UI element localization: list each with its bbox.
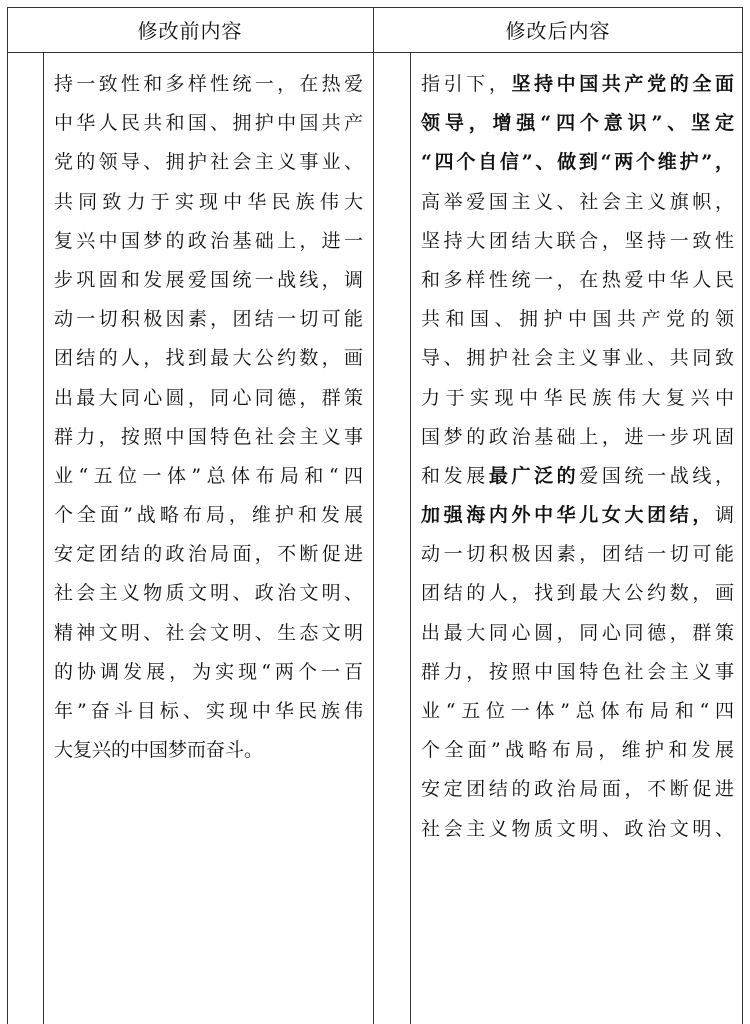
text-line: 共同致力于实现中华民族伟大 [54,190,363,213]
text-line: “四个自信”、做到“两个维护”， [421,151,734,174]
text-line: 指引下，坚持中国共产党的全面 [421,73,734,95]
text-line: 团结的人，找到最大公约数，画 [54,347,363,370]
text-line: 国梦的政治基础上，进一步巩固 [421,425,734,448]
text-line: 动一切积极因素，团结一切可能 [421,543,734,566]
text-line: 精神文明、社会文明、生态文明 [54,621,363,644]
text-line: 党的领导、拥护社会主义事业、 [54,151,363,174]
text-line: 导、拥护社会主义事业、共同致 [421,347,734,370]
text-line: 领导，增强“四个意识”、坚定 [421,112,734,135]
text-line: 和多样性统一，在热爱中华人民 [421,268,734,291]
comparison-table [7,7,743,1024]
text-line: 坚持大团结大联合，坚持一致性 [421,229,734,252]
text-line: 加强海内外中华儿女大团结，调 [421,504,734,527]
bold-added-text: 最广泛的 [488,464,580,487]
text-line: 社会主义物质文明、政治文明、 [54,582,363,605]
text-line: 群力，按照中国特色社会主义事 [421,660,734,683]
column-divider [373,7,374,1024]
text-line: 群力，按照中国特色社会主义事 [54,425,363,448]
text-line: 出最大同心圆，同心同德，群策 [54,386,363,409]
text-line: 社会主义物质文明、政治文明、 [421,817,734,840]
text-line: 业“五位一体”总体布局和“四 [421,700,734,722]
text-line: 和发展最广泛的爱国统一战线， [421,464,734,487]
right-margin-line [410,52,411,1024]
before-text [54,65,363,770]
text-line: 共和国、拥护中国共产党的领 [421,308,734,331]
bold-added-text: 加强海内外中华儿女大团结， [421,504,715,527]
text-line: 高举爱国主义、社会主义旗帜， [421,190,734,213]
header-divider [7,52,743,53]
bold-added-text: 坚持中国共产党的全面 [511,73,734,95]
left-margin-line [43,52,44,1024]
text-line: 持一致性和多样性统一，在热爱 [54,73,363,95]
text-line: 出最大同心圆，同心同德，群策 [421,621,734,644]
header-before: 修改前内容 [137,19,243,43]
text-line: 复兴中国梦的政治基础上，进一 [54,229,363,252]
text-line: 步巩固和发展爱国统一战线，调 [54,268,363,291]
text-line: 个全面”战略布局，维护和发展 [54,504,363,527]
text-line: 大复兴的中国梦而奋斗。 [54,739,264,762]
text-line: 中华人民共和国、拥护中国共产 [54,112,363,135]
text-line: 年”奋斗目标、实现中华民族伟 [54,700,363,722]
text-line: 动一切积极因素，团结一切可能 [54,308,363,331]
text-line: 业“五位一体”总体布局和“四 [54,464,363,487]
table-left-border [7,7,8,1024]
after-text [421,65,734,849]
text-line: 的协调发展，为实现“两个一百 [54,660,363,683]
header-after: 修改后内容 [505,19,611,43]
text-line: 安定团结的政治局面，不断促进 [421,778,734,801]
text-line: 安定团结的政治局面，不断促进 [54,543,363,566]
text-line: 力于实现中华民族伟大复兴中 [421,386,734,409]
table-right-border [742,7,743,1024]
text-line: 个全面”战略布局，维护和发展 [421,739,734,762]
text-line: 团结的人，找到最大公约数，画 [421,582,734,605]
